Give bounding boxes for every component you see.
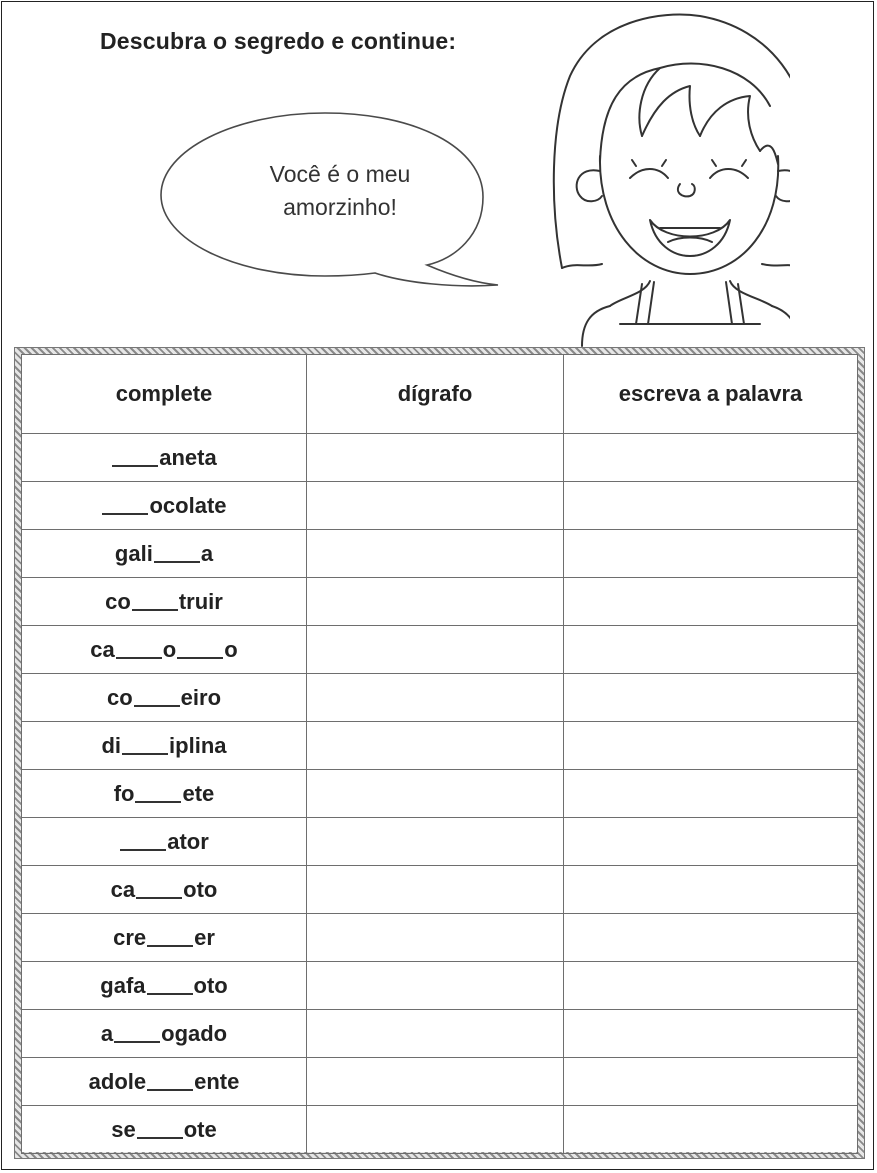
word-fragment: eiro xyxy=(180,684,222,710)
word-fragment: ocolate xyxy=(149,492,227,518)
blank-line[interactable] xyxy=(114,1041,160,1043)
digrafo-answer-cell[interactable] xyxy=(307,866,564,914)
table-row xyxy=(22,626,858,674)
blank-line[interactable] xyxy=(135,801,181,803)
header-escreva-a-palavra: escreva a palavra xyxy=(564,355,858,434)
header-complete: complete xyxy=(22,355,307,434)
word-fragment: ete xyxy=(182,780,215,806)
word-fragment: a xyxy=(100,1020,114,1046)
word-fragment: ote xyxy=(183,1116,217,1142)
write-word-answer-cell[interactable] xyxy=(564,674,858,722)
digrafo-answer-cell[interactable] xyxy=(307,914,564,962)
word-fragment: co xyxy=(106,684,133,710)
complete-word-cell xyxy=(22,1106,307,1154)
word-fragment: iplina xyxy=(169,732,227,758)
table-row xyxy=(22,962,858,1010)
table-row xyxy=(22,866,858,914)
table-row xyxy=(22,1010,858,1058)
complete-word-cell xyxy=(22,722,307,770)
digrafo-answer-cell[interactable] xyxy=(307,818,564,866)
header-digrafo: dígrafo xyxy=(307,355,564,434)
word-fragment: o xyxy=(224,636,238,662)
word-fragment: cre xyxy=(113,924,147,950)
word-fragment: ca xyxy=(90,636,115,662)
digrafo-answer-cell[interactable] xyxy=(307,482,564,530)
table-row xyxy=(22,434,858,482)
blank-line[interactable] xyxy=(136,897,182,899)
blank-line[interactable] xyxy=(147,993,193,995)
word-fragment: truir xyxy=(178,588,223,614)
blank-line[interactable] xyxy=(122,753,168,755)
write-word-answer-cell[interactable] xyxy=(564,914,858,962)
digrafo-answer-cell[interactable] xyxy=(307,1106,564,1154)
speech-bubble-text xyxy=(200,158,480,224)
table-row xyxy=(22,578,858,626)
write-word-answer-cell[interactable] xyxy=(564,1010,858,1058)
blank-line[interactable] xyxy=(132,609,178,611)
write-word-answer-cell[interactable] xyxy=(564,482,858,530)
complete-word-cell xyxy=(22,962,307,1010)
complete-word-cell xyxy=(22,866,307,914)
write-word-answer-cell[interactable] xyxy=(564,626,858,674)
write-word-answer-cell[interactable] xyxy=(564,530,858,578)
blank-line[interactable] xyxy=(154,561,200,563)
word-fragment: di xyxy=(101,732,122,758)
digrafo-answer-cell[interactable] xyxy=(307,674,564,722)
word-fragment: fo xyxy=(113,780,135,806)
word-fragment: er xyxy=(194,924,215,950)
complete-word-cell xyxy=(22,770,307,818)
table-row xyxy=(22,530,858,578)
word-fragment: ente xyxy=(194,1068,240,1094)
complete-word-cell xyxy=(22,530,307,578)
worksheet-table xyxy=(21,354,858,1154)
word-fragment: gafa xyxy=(100,972,146,998)
blank-line[interactable] xyxy=(147,945,193,947)
write-word-answer-cell[interactable] xyxy=(564,962,858,1010)
word-fragment: gali xyxy=(114,540,153,566)
blank-line[interactable] xyxy=(137,1137,183,1139)
table-row xyxy=(22,1106,858,1154)
word-fragment: ogado xyxy=(161,1020,228,1046)
complete-word-cell xyxy=(22,578,307,626)
digrafo-answer-cell[interactable] xyxy=(307,1058,564,1106)
instruction-heading: Descubra o segredo e continue: xyxy=(100,28,457,54)
blank-line[interactable] xyxy=(102,513,148,515)
table-row xyxy=(22,482,858,530)
complete-word-cell xyxy=(22,1010,307,1058)
blank-line[interactable] xyxy=(112,465,158,467)
word-fragment: co xyxy=(105,588,131,614)
complete-word-cell xyxy=(22,818,307,866)
write-word-answer-cell[interactable] xyxy=(564,434,858,482)
table-row xyxy=(22,818,858,866)
word-fragment: a xyxy=(200,540,214,566)
digrafo-answer-cell[interactable] xyxy=(307,578,564,626)
blank-line[interactable] xyxy=(116,657,162,659)
blank-line[interactable] xyxy=(134,705,180,707)
table-row xyxy=(22,722,858,770)
complete-word-cell xyxy=(22,482,307,530)
complete-word-cell xyxy=(22,434,307,482)
digrafo-answer-cell[interactable] xyxy=(307,1010,564,1058)
write-word-answer-cell[interactable] xyxy=(564,578,858,626)
complete-word-cell xyxy=(22,1058,307,1106)
word-fragment: se xyxy=(111,1116,136,1142)
speech-line-2: amorzinho! xyxy=(283,194,397,220)
worksheet-table-frame xyxy=(14,347,865,1159)
word-fragment: oto xyxy=(183,876,218,902)
digrafo-answer-cell[interactable] xyxy=(307,962,564,1010)
write-word-answer-cell[interactable] xyxy=(564,818,858,866)
word-fragment: ca xyxy=(110,876,136,902)
complete-word-cell xyxy=(22,674,307,722)
write-word-answer-cell[interactable] xyxy=(564,866,858,914)
blank-line[interactable] xyxy=(147,1089,193,1091)
complete-word-cell xyxy=(22,626,307,674)
write-word-answer-cell[interactable] xyxy=(564,722,858,770)
digrafo-answer-cell[interactable] xyxy=(307,770,564,818)
word-fragment: o xyxy=(162,636,177,662)
digrafo-answer-cell[interactable] xyxy=(307,530,564,578)
table-row xyxy=(22,914,858,962)
digrafo-answer-cell[interactable] xyxy=(307,722,564,770)
write-word-answer-cell[interactable] xyxy=(564,1058,858,1106)
word-fragment: ator xyxy=(167,828,209,854)
table-row xyxy=(22,770,858,818)
table-row xyxy=(22,1058,858,1106)
word-fragment: oto xyxy=(193,972,228,998)
blank-line[interactable] xyxy=(120,849,166,851)
write-word-answer-cell[interactable] xyxy=(564,770,858,818)
speech-line-1: Você é o meu xyxy=(269,161,411,187)
girl-illustration xyxy=(550,6,790,352)
digrafo-answer-cell[interactable] xyxy=(307,434,564,482)
word-fragment: aneta xyxy=(159,444,217,470)
table-header-row xyxy=(22,355,858,434)
blank-line[interactable] xyxy=(177,657,223,659)
word-fragment: adole xyxy=(88,1068,147,1094)
write-word-answer-cell[interactable] xyxy=(564,1106,858,1154)
table-row xyxy=(22,674,858,722)
digrafo-answer-cell[interactable] xyxy=(307,626,564,674)
complete-word-cell xyxy=(22,914,307,962)
